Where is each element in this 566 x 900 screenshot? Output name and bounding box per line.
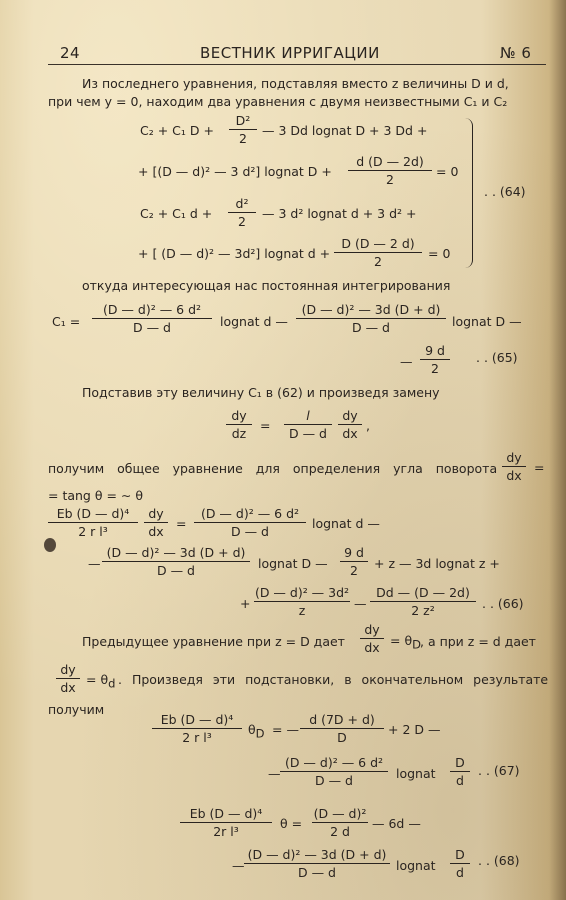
eq67-label: . . (67) [478,763,520,778]
eq66-line3-mid: — [354,596,367,611]
p6-dydx-numerator: dy [60,662,76,677]
p5-theta [390,633,421,652]
page-number: 24 [60,44,81,62]
p5-dydx-numerator: dy [364,622,380,637]
eq66-fraction-5 [340,545,368,578]
p6-dydx-fraction [56,662,80,695]
subst-f1-denominator: dz [231,426,247,441]
eq64-line4-end: = 0 [428,246,451,261]
eq65-mid-2: lognat D — [452,314,522,329]
eq64-line2-denominator: 2 [386,172,394,187]
eq66-fraction-6 [254,585,350,618]
p5-dydx-denominator: dx [364,640,380,655]
eq68-f2-numerator: (D — d)² [313,806,367,821]
eq66-f3-denominator: D — d [230,524,269,539]
eq66-f6-numerator: (D — d)² — 3d² [254,585,350,600]
eq65-f2-denominator: D — d [351,320,390,335]
eq66-label: . . (66) [482,596,524,611]
eq66-f4-denominator: D — d [156,563,195,578]
eq67-fraction-1 [152,712,242,745]
eq67-f1-numerator: Eb (D — d)⁴ [160,712,234,727]
eq65-fraction-3 [420,343,450,376]
eq67-line2-start: — [268,766,281,781]
eq68-label: . . (68) [478,853,520,868]
eq64-line1-fraction [229,113,257,146]
eq64-line1-start: C₂ + C₁ D + [140,123,214,138]
eq68-f1-denominator: 2r l³ [213,824,239,839]
eq66-line1-end: lognat d — [312,516,380,531]
eq67-f2-numerator: d (7D + d) [309,712,375,727]
eq64-line1-denominator: 2 [239,131,247,146]
eq67-fraction-3 [280,755,388,788]
eq64-line1-numerator: D² [235,113,251,128]
eq68-f1-numerator: Eb (D — d)⁴ [189,806,263,821]
paragraph-4: получим общее уравнение для определения угла поворота [48,461,498,476]
subst-f2-numerator: l [306,408,310,423]
eq67-f4-denominator: d [456,773,464,788]
eq67-line1-end: + 2 D — [388,722,441,737]
eq65-fraction-1 [92,302,212,335]
eq66-fraction-7 [370,585,476,618]
paragraph-5-start: Предыдущее уравнение при z = D дает [82,634,345,649]
p6-dydx-denominator: dx [60,680,76,695]
paragraph-6: . Произведя эти подстановки, в окончательном результате [118,672,549,687]
eq68-f4-numerator: D [455,847,465,862]
p6-theta-symbol: = θ [86,672,109,687]
eq68-f2-denominator: 2 d [330,824,350,839]
eq67-f3-denominator: D — d [314,773,353,788]
eq66-f5-numerator: 9 d [344,545,364,560]
eq66-line2-end: + z — 3d lognat z + [374,556,500,571]
eq66-f2-denominator: dx [148,524,164,539]
eq64-line3-end: — 3 d² lognat d + 3 d² + [262,206,417,221]
eq64-line2-fraction [348,154,432,187]
subst-fraction-3 [338,408,362,441]
eq67-line2-mid: lognat [396,766,436,781]
eq64-line3-numerator: d² [235,196,249,211]
eq66-f5-denominator: 2 [350,563,358,578]
eq66-f7-numerator: Dd — (D — 2d) [376,585,470,600]
eq65-mid-1: lognat d — [220,314,288,329]
eq67-theta-subscript: D [255,726,265,741]
eq65-fraction-2 [296,302,446,335]
eq66-fraction-4 [102,545,250,578]
subst-f1-numerator: dy [231,408,247,423]
paragraph-1-line-2: при чем y = 0, находим два уравнения с двумя неизвестными C₁ и C₂ [48,94,508,109]
eq65-f2-numerator: (D — d)² — 3d (D + d) [301,302,441,317]
subst-equals: = [260,418,271,433]
subst-f3-numerator: dy [342,408,358,423]
paragraph-1-line-1: Из последнего уравнения, подставляя вместо z величины D и d, [82,76,509,91]
eq64-line4-fraction [334,236,422,269]
eq66-line3-start: + [240,596,251,611]
p6-theta-subscript: d [108,676,116,691]
header-rule [48,64,546,65]
subst-fraction-1 [226,408,252,441]
p4-dydx-numerator: dy [506,450,522,465]
p4-dydx-fraction [502,450,526,483]
p4-tang-theta: = tang θ = ∼ θ [48,488,144,503]
eq65-f1-denominator: D — d [132,320,171,335]
eq67-theta-symbol: θ [248,722,256,737]
eq64-line2-start: + [(D — d)² — 3 d²] lognat D + [138,164,332,179]
eq67-equals: = — [272,722,299,737]
eq66-f1-numerator: Eb (D — d)⁴ [56,506,130,521]
eq67-f3-numerator: (D — d)² — 6 d² [284,755,384,770]
subst-fraction-2 [284,408,332,441]
p4-dydx-denominator: dx [506,468,522,483]
eq64-line4-denominator: 2 [374,254,382,269]
subst-comma: , [366,418,370,433]
eq66-f4-numerator: (D — d)² — 3d (D + d) [106,545,246,560]
p5-theta-symbol: = θ [390,633,413,648]
eq67-f1-denominator: 2 r l³ [182,730,212,745]
eq64-line1-end: — 3 Dd lognat D + 3 Dd + [262,123,428,138]
eq64-line4-numerator: D (D — 2 d) [341,236,415,251]
eq67-f2-denominator: D [337,730,347,745]
eq68-f3-denominator: D — d [297,865,336,880]
eq66-equals: = [176,516,187,531]
eq64-line2-end: = 0 [436,164,459,179]
eq68-f3-numerator: (D — d)² — 3d (D + d) [247,847,387,862]
eq66-fraction-1 [48,506,138,539]
eq64-label: . . (64) [484,184,526,199]
eq67-fraction-2 [300,712,384,745]
p5-dydx-fraction [360,622,384,655]
issue-number: № 6 [500,44,532,62]
eq68-fraction-3 [244,847,390,880]
eq66-f7-denominator: 2 z² [411,603,435,618]
eq65-f3-numerator: 9 d [425,343,445,358]
eq68-line2-start: — [232,858,245,873]
p5-theta-subscript: D [412,637,421,652]
subst-f2-denominator: D — d [288,426,327,441]
eq65-line2-start: — [400,354,413,369]
eq68-fraction-1 [180,806,272,839]
paragraph-5-end: , а при z = d дает [420,634,536,649]
eq64-line2-numerator: d (D — 2d) [356,154,424,169]
eq67-fraction-4 [450,755,470,788]
eq68-line2-mid: lognat [396,858,436,873]
eq65-lhs: C₁ = [52,314,81,329]
eq66-fraction-3 [194,506,306,539]
eq65-f1-numerator: (D — d)² — 6 d² [102,302,202,317]
eq66-line2-start: — [88,556,101,571]
eq68-line1-end: — 6d — [372,816,421,831]
eq67-theta [248,722,265,741]
journal-title: ВЕСТНИК ИРРИГАЦИИ [200,44,380,62]
p6-theta [86,672,115,691]
eq66-line2-mid: lognat D — [258,556,328,571]
eq68-theta-equals: θ = [280,816,303,831]
eq64-line3-fraction [228,196,256,229]
eq64-line3-start: C₂ + C₁ d + [140,206,213,221]
eq68-fraction-4 [450,847,470,880]
subst-f3-denominator: dx [342,426,358,441]
eq64-line3-denominator: 2 [238,214,246,229]
eq66-fraction-2 [144,506,168,539]
paragraph-7: получим [48,702,105,717]
eq64-brace [462,118,473,268]
eq66-f3-numerator: (D — d)² — 6 d² [200,506,300,521]
eq64-line4-start: + [ (D — d)² — 3d²] lognat d + [138,246,331,261]
eq66-f2-numerator: dy [148,506,164,521]
p4-equals: = [534,460,545,475]
eq68-fraction-2 [312,806,368,839]
eq67-f4-numerator: D [455,755,465,770]
eq68-f4-denominator: d [456,865,464,880]
paragraph-2: откуда интересующая нас постоянная интегрирования [82,278,451,293]
eq66-f6-denominator: z [298,603,306,618]
eq66-f1-denominator: 2 r l³ [78,524,108,539]
ink-blot [44,538,56,552]
eq65-label: . . (65) [476,350,518,365]
paragraph-3: Подставив эту величину C₁ в (62) и произведя замену [82,385,440,400]
eq65-f3-denominator: 2 [431,361,439,376]
